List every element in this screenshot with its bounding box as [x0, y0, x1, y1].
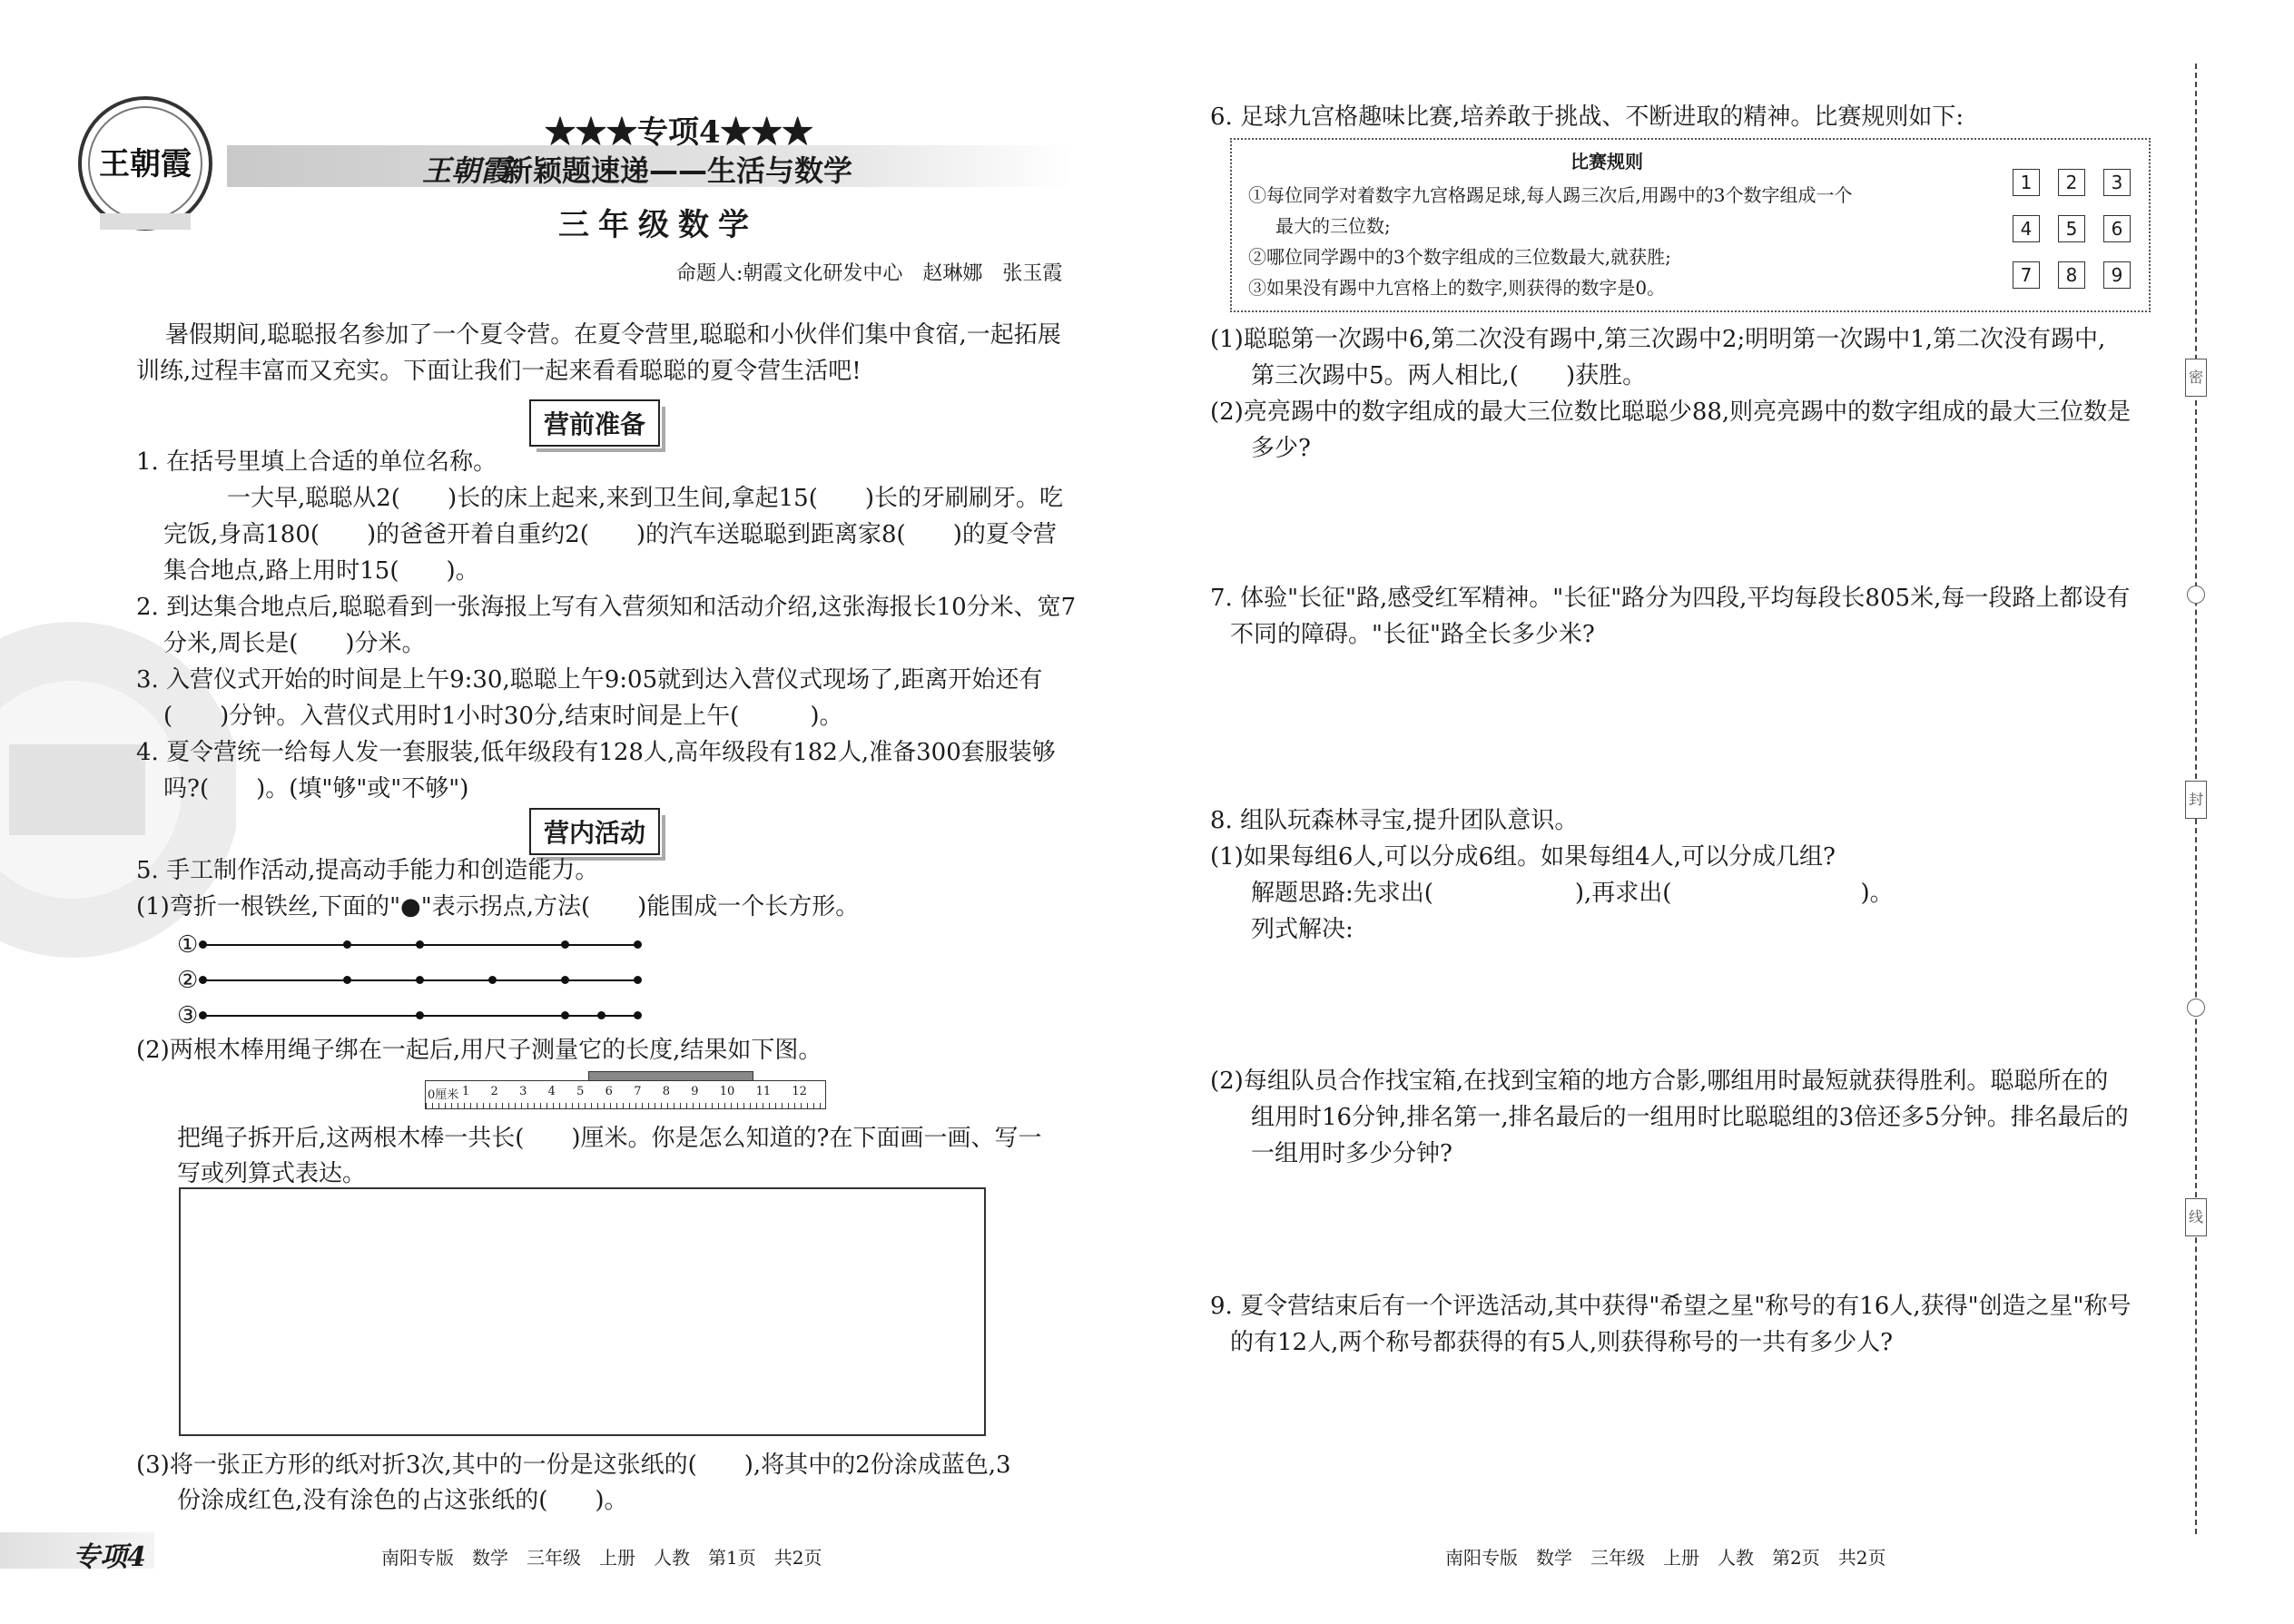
ruler-tick: 10	[719, 1085, 735, 1098]
grid-cell-5: 5	[2058, 215, 2085, 242]
q7-line-2: 不同的障碍。"长征"路全长多少米?	[1230, 621, 1595, 648]
q3-line-1: 3. 入营仪式开始的时间是上午9:30,聪聪上午9:05就到达入营仪式现场了,距离开始还有	[136, 666, 1043, 694]
grid-cell-2: 2	[2058, 169, 2085, 196]
method-label-3: ③	[177, 1002, 199, 1029]
grid-cell-7: 7	[2013, 261, 2040, 289]
q5-2-line: (2)两根木棒用绳子绑在一起后,用尺子测量它的长度,结果如下图。	[136, 1037, 822, 1064]
q6-2-line-1: (2)亮亮踢中的数字组成的最大三位数比聪聪少88,则亮亮踢中的数字组成的最大三位数是	[1210, 399, 2132, 426]
bend-dot	[199, 1011, 207, 1019]
q5-2b-line-2: 写或列算式表达。	[177, 1160, 367, 1187]
q5-line-1: 5. 手工制作活动,提高动手能力和创造能力。	[136, 857, 599, 884]
q2-line-1: 2. 到达集合地点后,聪聪看到一张海报上写有入营须知和活动介绍,这张海报长10分米、宽7	[136, 594, 1077, 621]
footer-left-info: 南阳专版 数学 三年级 上册 人教 第1页 共2页	[381, 1547, 822, 1569]
intro-line-1: 暑假期间,聪聪报名参加了一个夏令营。在夏令营里,聪聪和小伙伴们集中食宿,一起拓展	[165, 321, 1061, 349]
ruler-tick: 11	[755, 1085, 772, 1098]
bend-dot	[416, 976, 424, 984]
bend-dot	[634, 976, 642, 984]
bend-dot	[488, 976, 497, 984]
q5-2b-line-1: 把绳子拆开后,这两根木棒一共长( )厘米。你是怎么知道的?在下面画一画、写一	[177, 1125, 1042, 1152]
method-label-1: ①	[177, 931, 199, 959]
rules-line-3: ②哪位同学踢中的3个数字组成的三位数最大,就获胜;	[1248, 246, 1671, 268]
q1-line-1: 1. 在括号里填上合适的单位名称。	[136, 448, 497, 476]
grid-cell-6: 6	[2103, 215, 2131, 242]
rules-line-4: ③如果没有踢中九宫格上的数字,则获得的数字是0。	[1248, 277, 1666, 299]
seal-mark-xian: 线	[2185, 1198, 2207, 1236]
ruler-tick: 6	[605, 1085, 613, 1098]
ruler-tick: 3	[519, 1085, 527, 1098]
q7-line-1: 7. 体验"长征"路,感受红军精神。"长征"路分为四段,平均每段长805米,每一段路上都设有	[1210, 585, 2131, 612]
ruler-zero-label: 0厘米	[428, 1088, 459, 1102]
footer-right-info: 南阳专版 数学 三年级 上册 人教 第2页 共2页	[1445, 1547, 1886, 1569]
rules-line-2: 最大的三位数;	[1275, 215, 1391, 237]
svg-text:王朝霞: 王朝霞	[99, 146, 192, 182]
section-title-in-camp: 营内活动	[529, 808, 660, 855]
ruler-tick: 9	[691, 1085, 699, 1098]
ruler-tick-marks	[426, 1103, 825, 1108]
special-label: ★★★专项4★★★	[545, 114, 813, 151]
rules-line-1: ①每位同学对着数字九宫格踢足球,每人踢三次后,用踢中的3个数字组成一个	[1248, 184, 1853, 206]
q5-3-line-1: (3)将一张正方形的纸对折3次,其中的一份是这张纸的( ),将其中的2份涂成蓝色,3	[136, 1452, 1011, 1479]
authors: 命题人:朝霞文化研发中心 赵琳娜 张玉霞	[676, 262, 1063, 285]
grid-cell-9: 9	[2103, 261, 2131, 289]
q6-1-line-2: 第三次踢中5。两人相比,( )获胜。	[1251, 362, 1647, 389]
q2-line-2: 分米,周长是( )分米。	[163, 630, 426, 657]
ruler-ticks	[462, 1085, 807, 1098]
binding-hole	[2187, 999, 2205, 1017]
ruler-tick: 5	[576, 1085, 585, 1098]
q5-line-2: (1)弯折一根铁丝,下面的"●"表示拐点,方法( )能围成一个长方形。	[136, 893, 860, 920]
bend-dot	[634, 940, 642, 949]
ruler-tick: 4	[547, 1085, 556, 1098]
q5-3-line-2: 份涂成红色,没有涂色的占这张纸的( )。	[177, 1487, 628, 1514]
page-title: 新颖题速递——生活与数学	[504, 153, 853, 188]
bend-dot	[561, 940, 569, 949]
q8-line-1: 8. 组队玩森林寻宝,提升团队意识。	[1210, 807, 1579, 834]
intro-line-2: 训练,过程丰富而又充实。下面让我们一起来看看聪聪的夏令营生活吧!	[136, 358, 861, 385]
grid-cell-3: 3	[2103, 169, 2131, 196]
bend-dot	[416, 940, 424, 949]
ruler-tick: 12	[792, 1085, 807, 1098]
grid-cell-8: 8	[2058, 261, 2085, 289]
bend-dot	[199, 976, 207, 984]
bend-dot	[597, 1011, 605, 1019]
bend-dot	[343, 940, 351, 949]
q9-line-1: 9. 夏令营结束后有一个评选活动,其中获得"希望之星"称号的有16人,获得"创造之星"称号	[1210, 1293, 2132, 1320]
q6-1-line-1: (1)聪聪第一次踢中6,第二次没有踢中,第三次踢中2;明明第一次踢中1,第二次没有踢中,	[1210, 326, 2106, 353]
q9-line-2: 的有12人,两个称号都获得的有5人,则获得称号的一共有多少人?	[1230, 1329, 1894, 1356]
q1-line-4: 集合地点,路上用时15( )。	[163, 557, 479, 585]
ruler-tick: 7	[634, 1085, 642, 1098]
q8-2-line-1: (2)每组队员合作找宝箱,在找到宝箱的地方合影,哪组用时最短就获得胜利。聪聪所在的	[1210, 1068, 2109, 1095]
rules-text	[1248, 180, 1852, 303]
section-title-pre-camp: 营前准备	[529, 399, 660, 447]
ruler-tick: 8	[662, 1085, 670, 1098]
drawing-answer-area[interactable]	[179, 1187, 986, 1436]
seal-mark-mi: 密	[2185, 359, 2207, 397]
q4-line-1: 4. 夏令营统一给每人发一套服装,低年级段有128人,高年级段有182人,准备300套服装够	[136, 739, 1056, 766]
bend-dot	[416, 1011, 424, 1019]
q8-line-3: 解题思路:先求出( ),再求出( )。	[1251, 880, 1894, 907]
seal-mark-feng: 封	[2185, 781, 2207, 819]
q8-2-line-2: 组用时16分钟,排名第一,排名最后的一组用时比聪聪组的3倍还多5分钟。排名最后的	[1251, 1104, 2129, 1131]
q1-line-3: 完饭,身高180( )的爸爸开着自重约2( )的汽车送聪聪到距离家8( )的夏令营	[163, 521, 1057, 548]
q8-line-4: 列式解决:	[1251, 916, 1354, 943]
grid-cell-4: 4	[2013, 215, 2040, 242]
binding-hole	[2187, 586, 2205, 604]
logo-wordmark: 王朝霞	[422, 153, 510, 188]
q6-line: 6. 足球九宫格趣味比赛,培养敢于挑战、不断进取的精神。比赛规则如下:	[1210, 103, 1964, 131]
grade-title: 三年级数学	[558, 207, 758, 243]
q8-2-line-3: 一组用时多少分钟?	[1251, 1140, 1452, 1167]
rules-title: 比赛规则	[1570, 151, 1643, 172]
q4-line-2: 吗?( )。(填"够"或"不够")	[163, 775, 469, 802]
ruler-tick: 1	[462, 1085, 470, 1098]
q6-2-line-2: 多少?	[1251, 435, 1311, 462]
logo-emblem	[73, 82, 245, 236]
q3-line-2: ( )分钟。入营仪式用时1小时30分,结束时间是上午( )。	[163, 703, 843, 730]
method-label-2: ②	[177, 967, 199, 994]
bend-dot	[343, 976, 351, 984]
q8-line-2: (1)如果每组6人,可以分成6组。如果每组4人,可以分成几组?	[1210, 843, 1836, 871]
bend-dot	[561, 976, 569, 984]
footer-special-tag: 专项4	[73, 1541, 146, 1573]
bend-dot	[199, 940, 207, 949]
measuring-ruler	[425, 1080, 826, 1109]
ruler-tick: 2	[490, 1085, 498, 1098]
q1-line-2: 一大早,聪聪从2( )长的床上起来,来到卫生间,拿起15( )长的牙刷刷牙。吃	[227, 485, 1063, 512]
bend-dot	[634, 1011, 642, 1019]
bend-dot	[561, 1011, 569, 1019]
grid-cell-1: 1	[2013, 169, 2040, 196]
